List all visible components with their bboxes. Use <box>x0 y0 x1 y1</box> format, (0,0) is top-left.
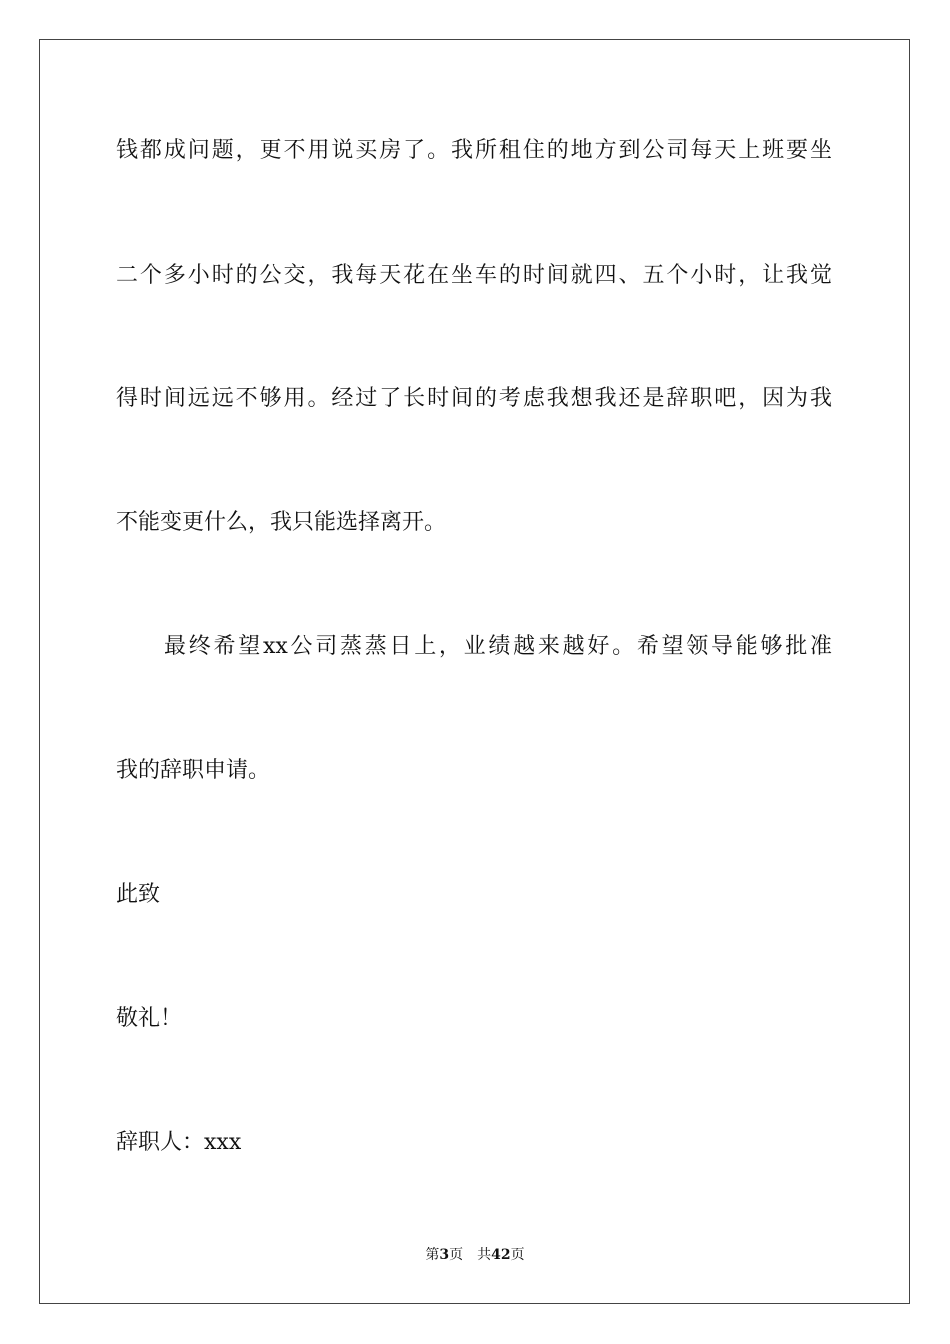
paragraph2-line-1: 最终希望xx公司蒸蒸日上，业绩越来越好。希望领导能够批准 <box>164 634 832 659</box>
footer-total-suffix: 页 <box>510 1247 525 1263</box>
page-border <box>39 39 910 1304</box>
paragraph1-line-4: 不能变更什么，我只能选择离开。 <box>116 510 447 535</box>
footer-page-prefix: 第 <box>425 1247 440 1263</box>
signature-line: 辞职人：xxx <box>116 1130 242 1155</box>
closing-regards: 敬礼！ <box>116 1006 183 1031</box>
paragraph1-line-1: 钱都成问题，更不用说买房了。我所租住的地方到公司每天上班要坐 <box>116 138 832 163</box>
footer-page-number: 3 <box>439 1247 450 1263</box>
footer-total-pages: 42 <box>491 1247 511 1263</box>
paragraph1-line-3: 得时间远远不够用。经过了长时间的考虑我想我还是辞职吧，因为我 <box>116 386 832 411</box>
paragraph2-line-2: 我的辞职申请。 <box>116 758 271 783</box>
footer-page-suffix: 页 <box>449 1247 464 1263</box>
paragraph1-line-2: 二个多小时的公交，我每天花在坐车的时间就四、五个小时，让我觉 <box>116 263 832 288</box>
closing-salutation: 此致 <box>116 882 161 907</box>
footer-total-prefix: 共 <box>477 1247 492 1263</box>
page-footer <box>0 1246 950 1264</box>
